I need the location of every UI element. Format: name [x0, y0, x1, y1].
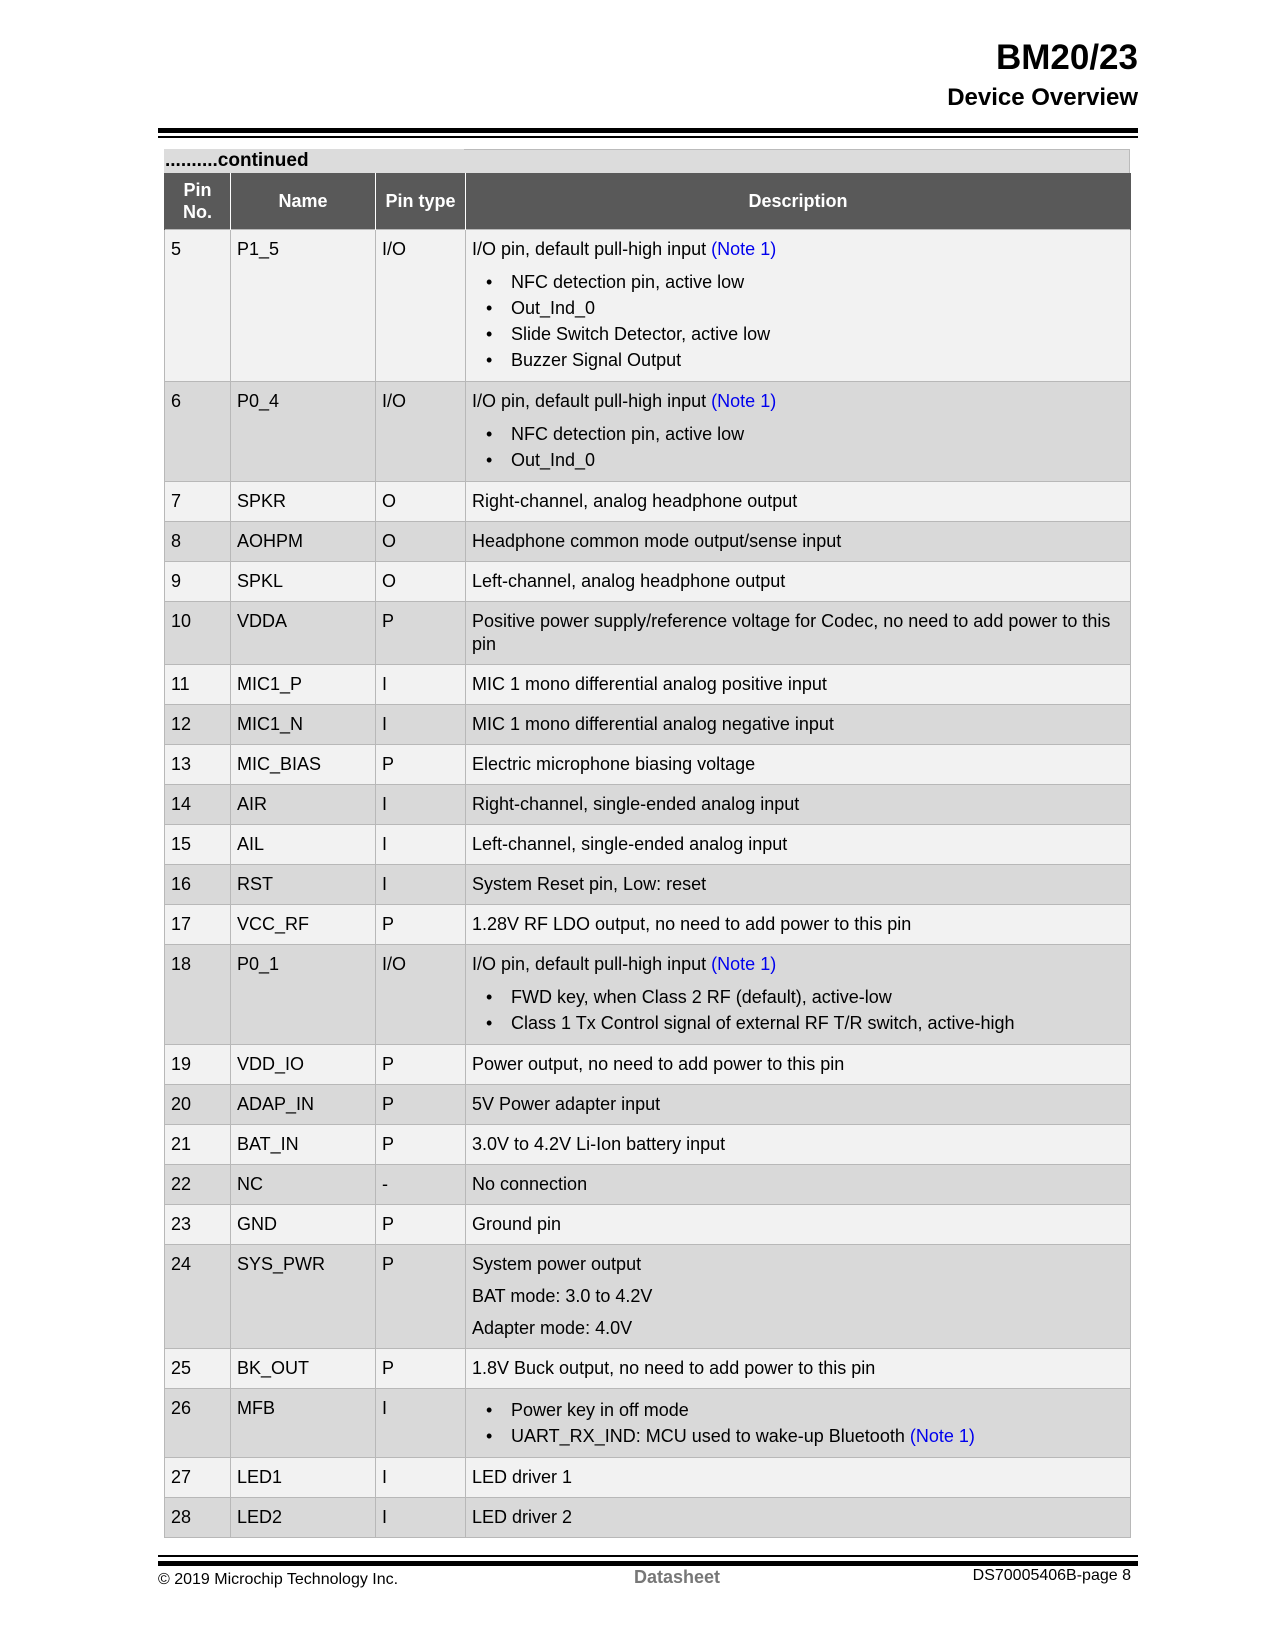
note-link[interactable]: (Note 1)	[711, 954, 777, 974]
bullet-text: Out_Ind_0	[511, 450, 596, 470]
description-text	[472, 1053, 1124, 1076]
table-row	[165, 865, 1131, 905]
pin-name-cell: LED1	[231, 1458, 376, 1498]
pin-number-cell: 24	[165, 1245, 231, 1349]
pin-number-cell: 9	[165, 562, 231, 602]
pin-description-cell	[466, 1085, 1131, 1125]
pin-type-cell: O	[376, 562, 466, 602]
description-main: Electric microphone biasing voltage	[472, 754, 756, 774]
bullet-item	[472, 347, 1124, 373]
pin-description-cell	[466, 382, 1131, 482]
pin-type-cell: I	[376, 1389, 466, 1458]
table-row	[165, 230, 1131, 382]
document-title: BM20/23	[995, 38, 1138, 77]
description-text	[472, 610, 1124, 656]
pin-type-cell: P	[376, 1349, 466, 1389]
pin-description-cell	[466, 1498, 1131, 1538]
pin-type-cell: I/O	[376, 230, 466, 382]
description-text	[472, 913, 1124, 936]
header-rule-thin	[158, 136, 1138, 138]
bullet-item	[472, 295, 1124, 321]
pin-name-cell: RST	[231, 865, 376, 905]
pin-description-cell	[466, 482, 1131, 522]
table-row	[165, 482, 1131, 522]
description-line: Adapter mode: 4.0V	[472, 1318, 633, 1338]
pin-table	[164, 173, 1131, 1538]
description-text	[472, 1253, 1124, 1276]
table-row	[165, 1245, 1131, 1349]
table-row	[165, 562, 1131, 602]
description-main: 3.0V to 4.2V Li-Ion battery input	[472, 1134, 726, 1154]
pin-type-cell: I/O	[376, 382, 466, 482]
pin-description-cell	[466, 865, 1131, 905]
pin-description-cell	[466, 825, 1131, 865]
table-row	[165, 785, 1131, 825]
pin-number-cell: 26	[165, 1389, 231, 1458]
pin-name-cell: SPKL	[231, 562, 376, 602]
bullet-list	[472, 1397, 1124, 1449]
bullet-item	[472, 447, 1124, 473]
description-text	[472, 673, 1124, 696]
pin-description-cell	[466, 1458, 1131, 1498]
table-row	[165, 705, 1131, 745]
pin-name-cell: VDD_IO	[231, 1045, 376, 1085]
pin-type-cell: P	[376, 1045, 466, 1085]
pin-type-cell: I	[376, 865, 466, 905]
pin-number-cell: 27	[165, 1458, 231, 1498]
pin-description-cell	[466, 522, 1131, 562]
pin-number-cell: 11	[165, 665, 231, 705]
pin-name-cell: VCC_RF	[231, 905, 376, 945]
pin-type-cell: I	[376, 825, 466, 865]
table-row	[165, 905, 1131, 945]
pin-description-cell	[466, 905, 1131, 945]
pin-table-container	[164, 149, 1130, 1538]
note-link[interactable]: (Note 1)	[711, 391, 777, 411]
pin-description-cell	[466, 1205, 1131, 1245]
bullet-item	[472, 1397, 1124, 1423]
pin-name-cell: MIC_BIAS	[231, 745, 376, 785]
description-main: 5V Power adapter input	[472, 1094, 661, 1114]
footer-rule-thin	[158, 1555, 1138, 1557]
pin-name-cell: NC	[231, 1165, 376, 1205]
bullet-list	[472, 269, 1124, 373]
pin-description-cell	[466, 602, 1131, 665]
description-main: Positive power supply/reference voltage for Codec, no need to add power to this pin	[472, 611, 1111, 654]
pin-number-cell: 14	[165, 785, 231, 825]
pin-description-cell	[466, 665, 1131, 705]
pin-type-cell: P	[376, 905, 466, 945]
description-text	[472, 530, 1124, 553]
description-text	[472, 1133, 1124, 1156]
table-row	[165, 1389, 1131, 1458]
table-header-row	[165, 173, 1131, 230]
pin-type-cell: O	[376, 482, 466, 522]
description-main: Left-channel, single-ended analog input	[472, 834, 788, 854]
pin-number-cell: 16	[165, 865, 231, 905]
table-row	[165, 745, 1131, 785]
description-main: No connection	[472, 1174, 588, 1194]
pin-number-cell: 28	[165, 1498, 231, 1538]
pin-description-cell	[466, 230, 1131, 382]
description-text	[472, 490, 1124, 513]
pin-number-cell: 21	[165, 1125, 231, 1165]
note-link[interactable]: (Note 1)	[909, 1426, 975, 1446]
section-title: Device Overview	[947, 84, 1138, 111]
bullet-text: Buzzer Signal Output	[511, 350, 682, 370]
description-main: I/O pin, default pull-high input	[472, 239, 707, 259]
pin-description-cell	[466, 1389, 1131, 1458]
table-row	[165, 382, 1131, 482]
bullet-text: FWD key, when Class 2 RF (default), active-low	[511, 987, 892, 1007]
footer-doc-type: Datasheet	[634, 1567, 721, 1587]
bullet-text: Slide Switch Detector, active low	[511, 324, 771, 344]
continued-bar	[464, 149, 1130, 173]
bullet-text: NFC detection pin, active low	[511, 424, 745, 444]
pin-name-cell: MIC1_N	[231, 705, 376, 745]
pin-description-cell	[466, 1165, 1131, 1205]
pin-number-cell: 6	[165, 382, 231, 482]
pin-type-cell: I	[376, 665, 466, 705]
description-main: 1.28V RF LDO output, no need to add power to this pin	[472, 914, 912, 934]
pin-type-cell: I	[376, 1498, 466, 1538]
pin-name-cell: SPKR	[231, 482, 376, 522]
pin-description-cell	[466, 785, 1131, 825]
pin-type-cell: P	[376, 602, 466, 665]
description-text	[472, 1173, 1124, 1196]
footer-page-number: DS70005406B-page 8	[972, 1567, 1131, 1584]
bullet-list	[472, 984, 1124, 1036]
table-row	[165, 665, 1131, 705]
description-main: System power output	[472, 1254, 642, 1274]
description-text	[472, 873, 1124, 896]
description-main: 1.8V Buck output, no need to add power to this pin	[472, 1358, 876, 1378]
table-row	[165, 602, 1131, 665]
note-link[interactable]: (Note 1)	[711, 239, 777, 259]
bullet-item	[472, 321, 1124, 347]
description-text	[472, 238, 1124, 261]
table-body	[165, 230, 1131, 1538]
pin-type-cell: P	[376, 1245, 466, 1349]
pin-description-cell	[466, 1245, 1131, 1349]
description-text	[472, 1506, 1124, 1529]
description-text	[472, 1466, 1124, 1489]
description-text	[472, 1093, 1124, 1116]
column-header-type: Pin type	[376, 173, 466, 230]
pin-name-cell: GND	[231, 1205, 376, 1245]
pin-description-cell	[466, 945, 1131, 1045]
bullet-item	[472, 269, 1124, 295]
pin-type-cell: P	[376, 745, 466, 785]
pin-description-cell	[466, 1349, 1131, 1389]
description-main: System Reset pin, Low: reset	[472, 874, 707, 894]
pin-number-cell: 20	[165, 1085, 231, 1125]
bullet-text: Class 1 Tx Control signal of external RF T/R switch, active-high	[511, 1013, 1015, 1033]
description-text	[472, 953, 1124, 976]
pin-number-cell: 13	[165, 745, 231, 785]
footer-copyright: © 2019 Microchip Technology Inc.	[158, 1571, 399, 1588]
bullet-list	[472, 421, 1124, 473]
pin-type-cell: I	[376, 785, 466, 825]
pin-number-cell: 19	[165, 1045, 231, 1085]
pin-number-cell: 18	[165, 945, 231, 1045]
bullet-item	[472, 1423, 1124, 1449]
bullet-item	[472, 1010, 1124, 1036]
description-text	[472, 753, 1124, 776]
pin-number-cell: 25	[165, 1349, 231, 1389]
description-text	[472, 1213, 1124, 1236]
pin-name-cell: BK_OUT	[231, 1349, 376, 1389]
pin-type-cell: P	[376, 1205, 466, 1245]
pin-number-cell: 17	[165, 905, 231, 945]
description-text	[472, 833, 1124, 856]
pin-name-cell: P0_1	[231, 945, 376, 1045]
table-row	[165, 945, 1131, 1045]
pin-description-cell	[466, 1045, 1131, 1085]
table-row	[165, 1349, 1131, 1389]
description-main: Left-channel, analog headphone output	[472, 571, 786, 591]
continued-text: ..........continued	[165, 150, 309, 171]
description-main: LED driver 1	[472, 1467, 573, 1487]
pin-number-cell: 12	[165, 705, 231, 745]
pin-description-cell	[466, 705, 1131, 745]
pin-name-cell: MFB	[231, 1389, 376, 1458]
column-header-pin: Pin No.	[165, 173, 231, 230]
pin-name-cell: P1_5	[231, 230, 376, 382]
pin-name-cell: ADAP_IN	[231, 1085, 376, 1125]
pin-name-cell: AIR	[231, 785, 376, 825]
pin-number-cell: 7	[165, 482, 231, 522]
description-text	[472, 570, 1124, 593]
pin-type-cell: O	[376, 522, 466, 562]
bullet-text: NFC detection pin, active low	[511, 272, 745, 292]
pin-name-cell: VDDA	[231, 602, 376, 665]
table-row	[165, 1165, 1131, 1205]
table-row	[165, 1045, 1131, 1085]
description-main: MIC 1 mono differential analog positive input	[472, 674, 827, 694]
pin-number-cell: 8	[165, 522, 231, 562]
footer-rule-thick	[158, 1561, 1138, 1566]
pin-type-cell: I	[376, 705, 466, 745]
column-header-description: Description	[466, 173, 1131, 230]
pin-type-cell: I/O	[376, 945, 466, 1045]
pin-number-cell: 22	[165, 1165, 231, 1205]
pin-type-cell: P	[376, 1085, 466, 1125]
pin-description-cell	[466, 562, 1131, 602]
description-main: MIC 1 mono differential analog negative input	[472, 714, 834, 734]
pin-type-cell: I	[376, 1458, 466, 1498]
table-row	[165, 1085, 1131, 1125]
pin-name-cell: SYS_PWR	[231, 1245, 376, 1349]
pin-number-cell: 23	[165, 1205, 231, 1245]
description-main: Power output, no need to add power to this pin	[472, 1054, 845, 1074]
description-text	[472, 713, 1124, 736]
table-row	[165, 825, 1131, 865]
description-text	[472, 390, 1124, 413]
header-rule-thick	[158, 128, 1138, 133]
bullet-text: Power key in off mode	[511, 1400, 689, 1420]
column-header-name: Name	[231, 173, 376, 230]
pin-name-cell: AIL	[231, 825, 376, 865]
pin-description-cell	[466, 1125, 1131, 1165]
pin-type-cell: P	[376, 1125, 466, 1165]
pin-type-cell: -	[376, 1165, 466, 1205]
pin-number-cell: 10	[165, 602, 231, 665]
description-line: BAT mode: 3.0 to 4.2V	[472, 1286, 653, 1306]
pin-description-cell	[466, 745, 1131, 785]
description-main: I/O pin, default pull-high input	[472, 391, 707, 411]
pin-name-cell: BAT_IN	[231, 1125, 376, 1165]
pin-name-cell: LED2	[231, 1498, 376, 1538]
table-row	[165, 1205, 1131, 1245]
pin-number-cell: 15	[165, 825, 231, 865]
bullet-item	[472, 984, 1124, 1010]
description-main: Right-channel, single-ended analog input	[472, 794, 800, 814]
description-text	[472, 793, 1124, 816]
description-main: Ground pin	[472, 1214, 562, 1234]
pin-name-cell: P0_4	[231, 382, 376, 482]
pin-name-cell: AOHPM	[231, 522, 376, 562]
table-row	[165, 522, 1131, 562]
pin-number-cell: 5	[165, 230, 231, 382]
description-main: LED driver 2	[472, 1507, 573, 1527]
table-row	[165, 1498, 1131, 1538]
continued-label	[164, 149, 1130, 173]
table-row	[165, 1458, 1131, 1498]
description-text	[472, 1357, 1124, 1380]
bullet-text: Out_Ind_0	[511, 298, 596, 318]
bullet-item	[472, 421, 1124, 447]
description-main: Right-channel, analog headphone output	[472, 491, 798, 511]
bullet-text: UART_RX_IND: MCU used to wake-up Bluetooth	[511, 1426, 905, 1446]
pin-name-cell: MIC1_P	[231, 665, 376, 705]
description-main: I/O pin, default pull-high input	[472, 954, 707, 974]
description-main: Headphone common mode output/sense input	[472, 531, 842, 551]
table-row	[165, 1125, 1131, 1165]
